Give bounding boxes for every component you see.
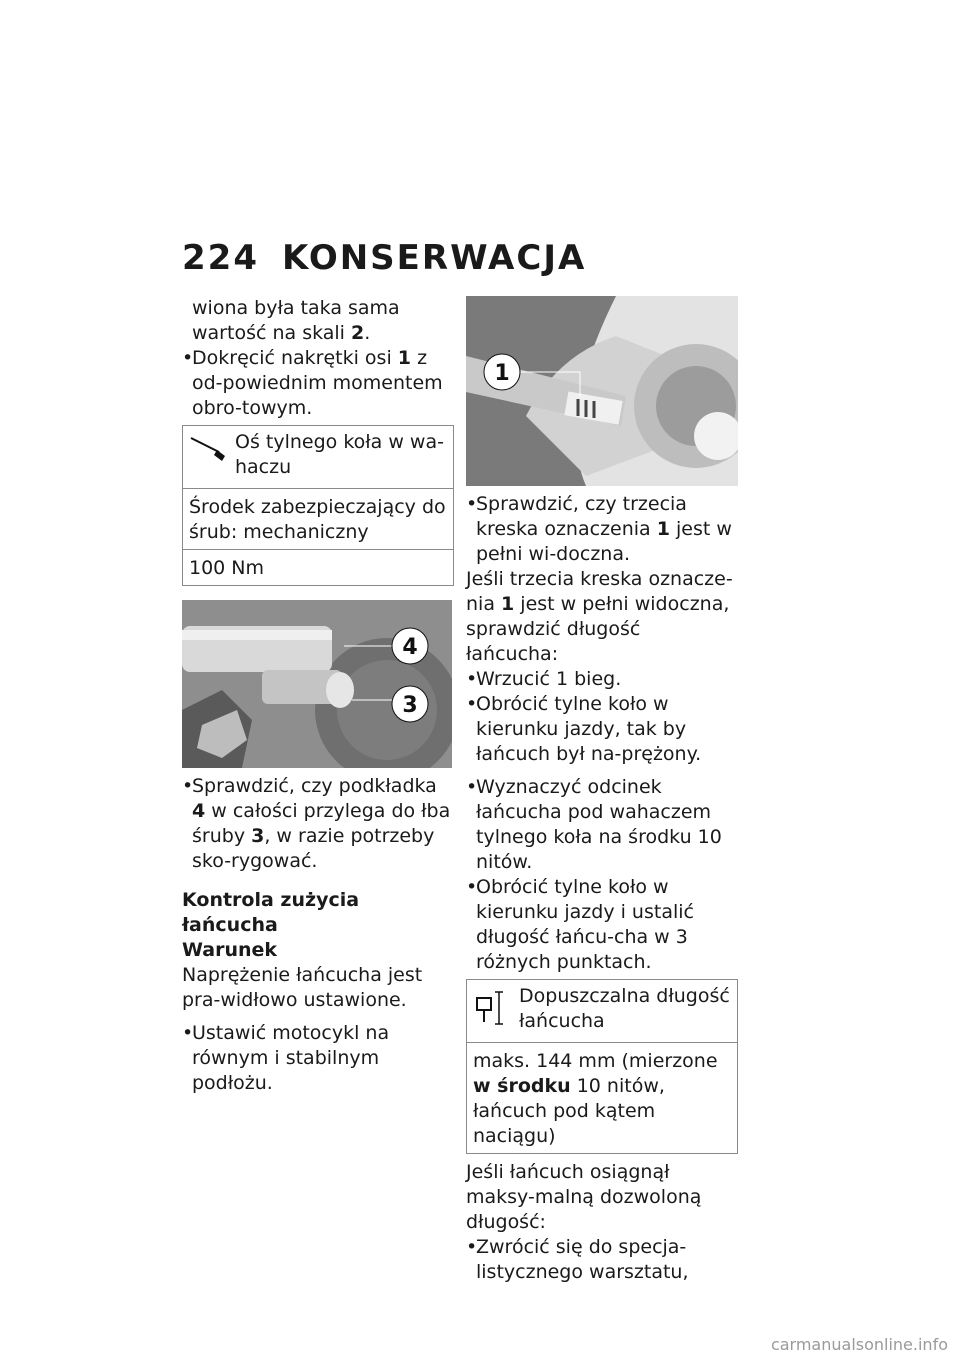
condition-text: Naprężenie łańcucha jest pra-widłowo ustawione. [182,964,423,1011]
list-item: • Wrzucić 1 bieg. [466,667,738,692]
callout-3: 3 [402,693,418,718]
list-item: • Wyznaczyć odcinek łańcucha pod wahaczem tylnego koła na środku 10 nitów. [466,775,738,875]
measurement-icon [473,988,509,1035]
paragraph: Jeśli łańcuch osiągnął maksy-malną dozwoloną długość: [466,1161,702,1233]
spec-title: Oś tylnego koła w wa-haczu [235,431,444,478]
list-item: • Sprawdzić, czy podkładka 4 w całości przylega do łba śruby 3, w razie potrzeby sko-rygować. [182,774,454,874]
list-item: • Obrócić tylne koło w kierunku jazdy, tak by łańcuch był na-prężony. [466,692,738,767]
left-column [182,296,454,1096]
torque-spec-box [182,425,454,586]
list-item: • Dokręcić nakrętki osi 1 z od-powiednim momentem obro-towym. [182,346,454,421]
spec-row-locking: Środek zabezpieczający do śrub: mechaniczny [183,488,453,549]
paragraph: Jeśli trzecia kreska oznacze-nia 1 jest w pełni widoczna, sprawdzić długość łańcucha: [466,568,733,665]
list-item: • Obrócić tylne koło w kierunku jazdy i ustalić długość łańcu-cha w 3 różnych punktach. [466,875,738,975]
list-item: • Ustawić motocykl na równym i stabilnym podłożu. [182,1021,454,1096]
page-number: 224 [182,238,259,278]
callout-4: 4 [402,635,418,660]
washer-photo [182,600,452,768]
spec-row-torque: 100 Nm [183,549,453,585]
spec-title: Dopuszczalna długość łańcucha [519,985,730,1032]
chain-length-spec-box [466,979,738,1154]
list-item: • Sprawdzić, czy trzecia kreska oznaczenia 1 jest w pełni wi-doczna. [466,492,738,567]
subsection-heading: Warunek [182,939,278,961]
page-title: KONSERWACJA [282,238,587,278]
spec-row-max-length: maks. 144 mm (mierzone w środku 10 nitów, łańcuch pod kątem naciągu) [467,1042,737,1153]
watermark: carmanualsonline.info [770,1335,948,1354]
paragraph-continuation: wiona była taka sama wartość na skali 2. [192,297,400,344]
right-column [466,296,738,1285]
chain-mark-photo [466,296,738,486]
callout-1: 1 [494,361,510,386]
list-item: • Zwrócić się do specja-listycznego warsztatu, [466,1235,738,1285]
section-heading: Kontrola zużycia łańcucha [182,889,360,936]
torque-wrench-icon [189,434,229,471]
